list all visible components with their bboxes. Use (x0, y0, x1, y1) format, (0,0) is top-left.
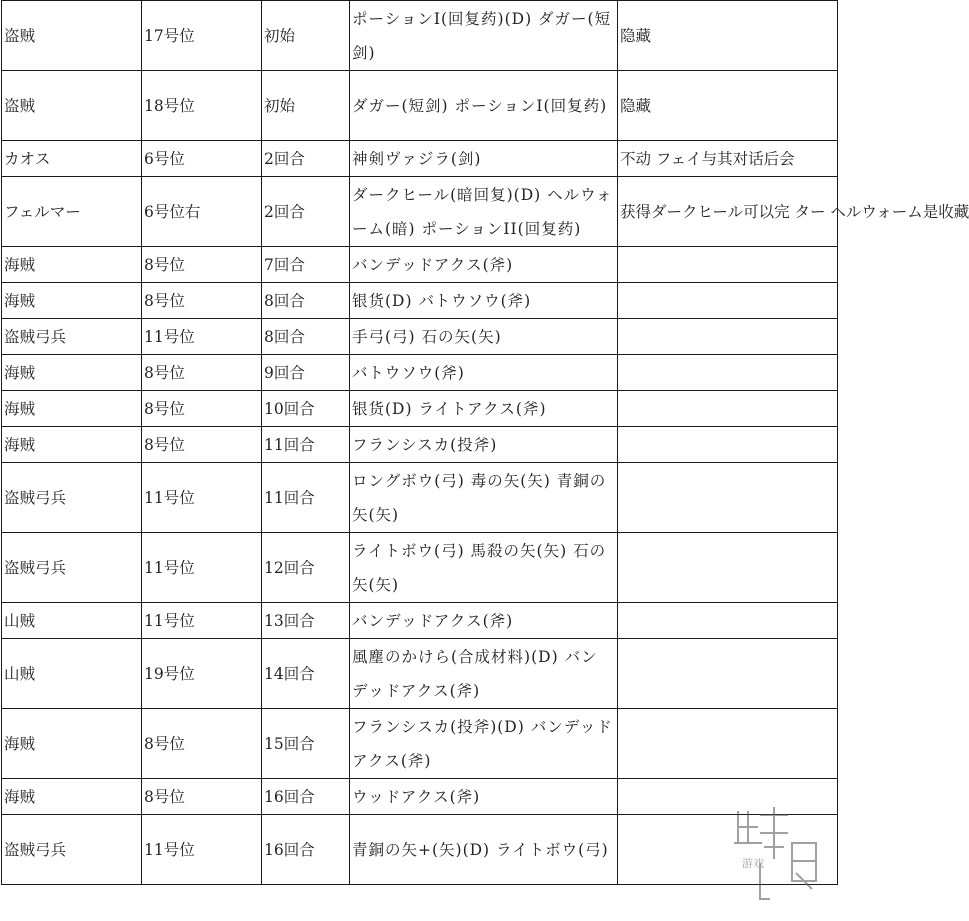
table-row (2, 247, 838, 283)
turn-cell: 2回合 (262, 177, 350, 247)
note-cell (618, 603, 838, 639)
watermark-logo-icon (730, 803, 822, 903)
position-cell: 17号位 (142, 1, 262, 71)
note-cell: 获得ダークヒール可以完 ター ヘルウォーム是收藏 (618, 177, 838, 247)
turn-cell: 12回合 (262, 533, 350, 603)
table-row (2, 709, 838, 779)
position-cell: 6号位 (142, 141, 262, 177)
turn-cell: 14回合 (262, 639, 350, 709)
note-cell (618, 427, 838, 463)
turn-cell: 2回合 (262, 141, 350, 177)
position-cell: 19号位 (142, 639, 262, 709)
unit-cell: 海贼 (2, 355, 142, 391)
position-cell: 11号位 (142, 815, 262, 885)
position-cell: 8号位 (142, 779, 262, 815)
site-watermark-logo (730, 803, 822, 903)
position-cell: 8号位 (142, 391, 262, 427)
position-cell: 8号位 (142, 355, 262, 391)
items-cell: ポーションI(回复药)(D) ダガー(短剑) (350, 1, 618, 71)
position-cell: 11号位 (142, 319, 262, 355)
table-row (2, 391, 838, 427)
table-row (2, 283, 838, 319)
unit-cell: 盗贼弓兵 (2, 815, 142, 885)
unit-cell: 山贼 (2, 603, 142, 639)
items-cell: ウッドアクス(斧) (350, 779, 618, 815)
items-cell: 银货(D) バトウソウ(斧) (350, 283, 618, 319)
turn-cell: 7回合 (262, 247, 350, 283)
note-cell (618, 709, 838, 779)
unit-cell: 盗贼 (2, 71, 142, 141)
unit-cell: 山贼 (2, 639, 142, 709)
enemy-reinforcement-table (1, 0, 969, 885)
items-cell: 風塵のかけら(合成材料)(D) バンデッドアクス(斧) (350, 639, 618, 709)
items-cell: バンデッドアクス(斧) (350, 247, 618, 283)
items-cell: 银货(D) ライトアクス(斧) (350, 391, 618, 427)
position-cell: 18号位 (142, 71, 262, 141)
unit-cell: 海贼 (2, 779, 142, 815)
note-cell (618, 283, 838, 319)
items-cell: ダークヒール(暗回复)(D) ヘルウォーム(暗) ポーションII(回复药) (350, 177, 618, 247)
unit-cell: 盗贼弓兵 (2, 319, 142, 355)
unit-cell: 海贼 (2, 283, 142, 319)
note-cell (618, 319, 838, 355)
note-cell (618, 355, 838, 391)
unit-cell: 海贼 (2, 247, 142, 283)
items-cell: フランシスカ(投斧) (350, 427, 618, 463)
items-cell: ダガー(短剑) ポーションI(回复药) (350, 71, 618, 141)
turn-cell: 11回合 (262, 427, 350, 463)
table-row (2, 319, 838, 355)
turn-cell: 13回合 (262, 603, 350, 639)
note-cell (618, 247, 838, 283)
note-cell: 隐藏 (618, 1, 838, 71)
turn-cell: 8回合 (262, 319, 350, 355)
turn-cell: 16回合 (262, 779, 350, 815)
turn-cell: 16回合 (262, 815, 350, 885)
note-cell (618, 639, 838, 709)
unit-cell: 盗贼弓兵 (2, 463, 142, 533)
turn-cell: 初始 (262, 71, 350, 141)
table-row (2, 603, 838, 639)
position-cell: 6号位右 (142, 177, 262, 247)
items-cell: 神剣ヴァジラ(剑) (350, 141, 618, 177)
position-cell: 8号位 (142, 247, 262, 283)
position-cell: 11号位 (142, 533, 262, 603)
table-row (2, 355, 838, 391)
turn-cell: 10回合 (262, 391, 350, 427)
table-row (2, 779, 838, 815)
position-cell: 11号位 (142, 463, 262, 533)
table-body (2, 1, 969, 885)
position-cell: 11号位 (142, 603, 262, 639)
unit-cell: 海贼 (2, 391, 142, 427)
position-cell: 8号位 (142, 283, 262, 319)
unit-cell: 盗贼弓兵 (2, 533, 142, 603)
items-cell: ライトボウ(弓) 馬殺の矢(矢) 石の矢(矢) (350, 533, 618, 603)
unit-cell: カオス (2, 141, 142, 177)
turn-cell: 9回合 (262, 355, 350, 391)
table-row (2, 141, 838, 177)
turn-cell: 11回合 (262, 463, 350, 533)
table-row (2, 815, 838, 885)
items-cell: 青銅の矢+(矢)(D) ライトボウ(弓) (350, 815, 618, 885)
items-cell: 手弓(弓) 石の矢(矢) (350, 319, 618, 355)
items-cell: バンデッドアクス(斧) (350, 603, 618, 639)
turn-cell: 初始 (262, 1, 350, 71)
note-cell: 隐藏 (618, 71, 838, 141)
table-row (2, 71, 838, 141)
table-row (2, 463, 838, 533)
unit-cell: 海贼 (2, 427, 142, 463)
note-cell (618, 391, 838, 427)
note-cell: 不动 フェイ与其对话后会 (618, 141, 838, 177)
position-cell: 8号位 (142, 709, 262, 779)
note-cell (618, 463, 838, 533)
turn-cell: 15回合 (262, 709, 350, 779)
items-cell: バトウソウ(斧) (350, 355, 618, 391)
turn-cell: 8回合 (262, 283, 350, 319)
watermark-caption: 游戏 (742, 857, 764, 870)
table-row (2, 1, 838, 71)
items-cell: フランシスカ(投斧)(D) バンデッドアクス(斧) (350, 709, 618, 779)
table-row (2, 427, 838, 463)
unit-cell: フェルマー (2, 177, 142, 247)
table-row (2, 177, 838, 247)
items-cell: ロングボウ(弓) 毒の矢(矢) 青銅の矢(矢) (350, 463, 618, 533)
table-row (2, 639, 838, 709)
unit-cell: 盗贼 (2, 1, 142, 71)
table-row (2, 533, 838, 603)
position-cell: 8号位 (142, 427, 262, 463)
unit-cell: 海贼 (2, 709, 142, 779)
note-cell (618, 533, 838, 603)
